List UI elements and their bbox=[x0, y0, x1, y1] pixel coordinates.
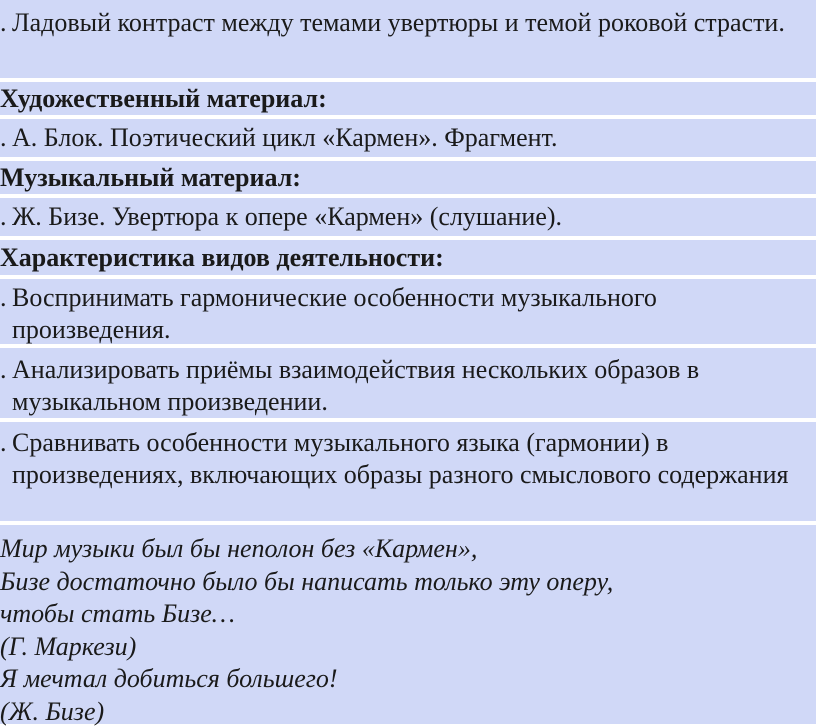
bullet: . bbox=[0, 201, 7, 233]
quote-attribution: (Г. Маркези) bbox=[0, 631, 816, 664]
section-heading bbox=[0, 240, 816, 275]
quote-line: чтобы стать Бизе… bbox=[0, 598, 816, 631]
quote-attribution: (Ж. Бизе) bbox=[0, 696, 816, 728]
heading-text: Музыкальный материал: bbox=[0, 162, 816, 194]
item-text: Анализировать приёмы взаимодействия нескольких образов в музыкальном произведении. bbox=[0, 354, 816, 418]
bullet: . bbox=[0, 122, 7, 154]
bullet: . bbox=[0, 282, 7, 314]
list-item bbox=[0, 198, 816, 236]
list-item bbox=[0, 422, 816, 521]
list-item bbox=[0, 119, 816, 157]
item-text: Ж. Бизе. Увертюра к опере «Кармен» (слушание). bbox=[0, 201, 816, 233]
epigraph-quote bbox=[0, 525, 816, 724]
bullet: . bbox=[0, 7, 7, 39]
bullet: . bbox=[0, 427, 7, 459]
quote-line: Мир музыки был бы неполон без «Кармен», bbox=[0, 525, 816, 566]
quote-line: Бизе достаточно было бы написать только эту оперу, bbox=[0, 566, 816, 599]
list-item bbox=[0, 279, 816, 344]
item-text: Ладовый контраст между темами увертюры и темой роковой страсти. bbox=[0, 7, 816, 39]
item-text: Воспринимать гармонические особенности музыкального произведения. bbox=[0, 282, 816, 346]
section-heading bbox=[0, 82, 816, 115]
heading-text: Художественный материал: bbox=[0, 83, 816, 115]
quote-line: Я мечтал добиться большего! bbox=[0, 663, 816, 696]
item-text: А. Блок. Поэтический цикл «Кармен». Фрагмент. bbox=[0, 122, 816, 154]
list-item bbox=[0, 348, 816, 418]
item-text: Сравнивать особенности музыкального языка (гармонии) в произведениях, включающих образы разного смыслового содержания bbox=[0, 427, 816, 491]
list-item bbox=[0, 0, 816, 78]
section-heading bbox=[0, 161, 816, 194]
bullet: . bbox=[0, 354, 7, 386]
heading-text: Характеристика видов деятельности: bbox=[0, 242, 816, 274]
